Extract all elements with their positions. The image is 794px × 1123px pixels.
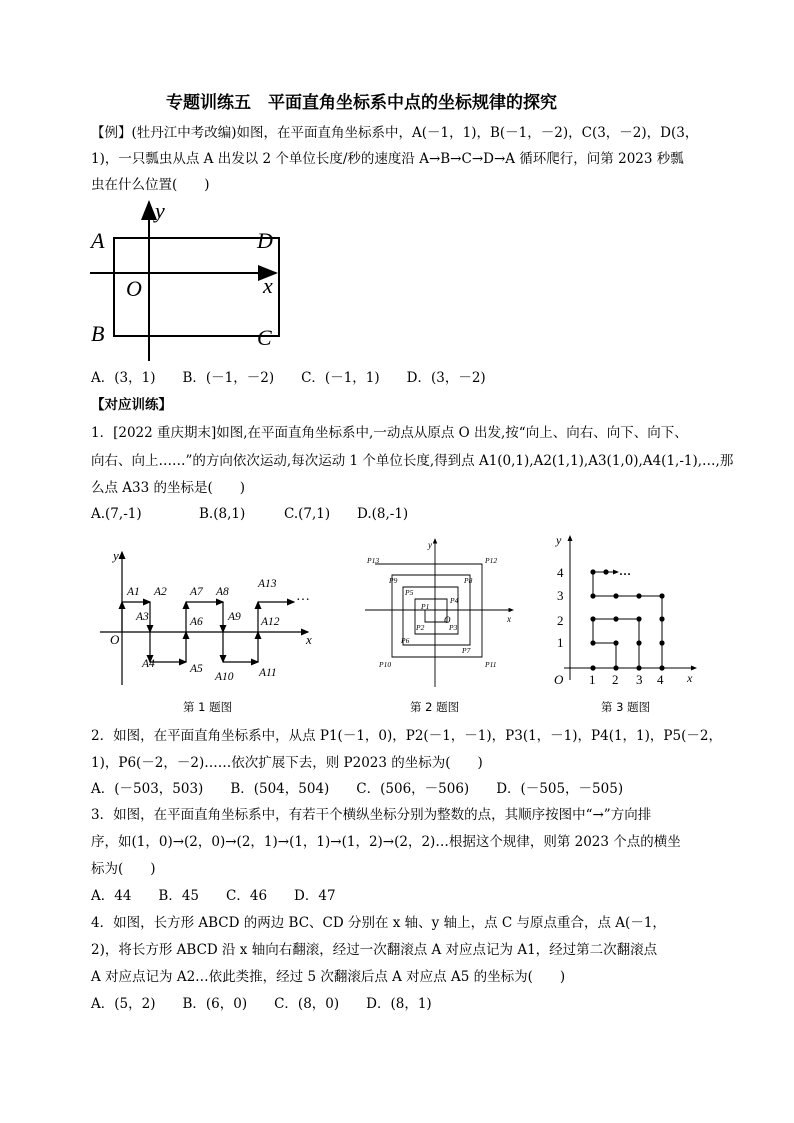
origin-label: O xyxy=(126,276,142,301)
example-figure xyxy=(88,198,288,364)
fig3-y-tick-2: 2 xyxy=(557,613,564,628)
q1-option-c: C.(7,1) xyxy=(284,506,331,522)
fig3-dot xyxy=(613,665,618,670)
q4-line-2: 2)，将长方形 ABCD 沿 x 轴向右翻滚，经过一次翻滚点 A 对应点记为 A1，经过第二次翻滚点 xyxy=(91,942,658,958)
fig2-label-p5: P5 xyxy=(405,588,414,597)
q1-line-1: 1．[2022 重庆期末]如图,在平面直角坐标系中,一动点从原点 O 出发,按“向上、向右、向下、向下、 xyxy=(91,425,688,441)
fig3-dot xyxy=(590,640,595,645)
fig3-dot xyxy=(659,616,664,621)
point-c-label: C xyxy=(257,325,272,350)
q4-options: A．(5，2) B．(6，0) C．(8，0) D．(8，1) xyxy=(91,996,432,1012)
fig1-y-label: y xyxy=(113,548,119,563)
q4-line-3: A 对应点记为 A2…依此类推，经过 5 次翻滚后点 A 对应点 A5 的坐标为( ) xyxy=(91,969,566,985)
point-a-label: A xyxy=(91,228,105,253)
fig2-label-p1: P1 xyxy=(421,602,430,611)
x-axis-label: x xyxy=(263,273,273,298)
fig3-dot xyxy=(590,616,595,621)
fig3-origin: O xyxy=(554,672,564,687)
fig2-label-p9: P9 xyxy=(389,576,398,585)
example-line-1: 【例】(牡丹江中考改编)如图，在平面直角坐标系中，A(－1，1)，B(－1，－2)，C(3，－2)，D(3， xyxy=(91,125,699,141)
fig2-label-p6: P6 xyxy=(401,636,410,645)
fig2-label-p4: P4 xyxy=(450,596,459,605)
fig3-y-tick-3: 3 xyxy=(557,588,564,603)
fig3-dot xyxy=(636,640,641,645)
fig3-dot xyxy=(659,665,664,670)
q2-line-1: 2．如图，在平面直角坐标系中，从点 P1(－1，0)，P2(－1，－1)，P3(1，－1)，P4(1，1)，P5(－2， xyxy=(91,728,722,744)
fig1-label-a1: A1 xyxy=(127,586,140,598)
fig3-ellipsis: … xyxy=(619,564,631,578)
figure-2 xyxy=(365,537,515,687)
q2-options: A．(－503，503) B．(504，504) C．(506，－506) D．(－505，－505) xyxy=(91,781,624,797)
point-b-label: B xyxy=(91,321,105,346)
fig3-dot xyxy=(636,665,641,670)
fig3-dot xyxy=(603,569,608,574)
fig1-x-label: x xyxy=(306,632,312,647)
fig3-dot xyxy=(659,593,664,598)
fig1-label-a8: A8 xyxy=(216,586,229,598)
fig3-y-tick-1: 1 xyxy=(557,635,564,650)
y-axis-label: y xyxy=(155,198,165,223)
fig3-dot xyxy=(659,640,664,645)
fig3-x-tick-3: 3 xyxy=(636,672,643,687)
fig3-dot xyxy=(636,616,641,621)
fig3-dot xyxy=(613,640,618,645)
fig1-label-a10: A10 xyxy=(215,671,234,683)
fig2-label-p3: P3 xyxy=(449,623,458,632)
fig3-dot xyxy=(590,569,595,574)
fig2-origin: O xyxy=(444,615,451,625)
fig1-caption: 第 1 题图 xyxy=(183,700,233,714)
fig1-origin: O xyxy=(110,632,120,647)
q3-line-1: 3．如图，在平面直角坐标系中，有若干个横纵坐标分别为整数的点，其顺序按图中“→”方向排 xyxy=(91,807,652,823)
fig2-label-p13: P13 xyxy=(367,556,380,565)
fig2-caption: 第 2 题图 xyxy=(410,700,460,714)
fig3-dot xyxy=(636,593,641,598)
section-title: 【对应训练】 xyxy=(91,397,172,413)
q3-line-2: 序，如(1，0)→(2，0)→(2，1)→(1，1)→(1，2)→(2，2)…根据这个规律，则第 2023 个点的横坐 xyxy=(91,834,681,850)
q2-line-2: 1)，P6(－2，－2)……依次扩展下去，则 P2023 的坐标为( ) xyxy=(91,755,483,771)
fig1-label-a11: A11 xyxy=(259,667,277,679)
fig1-label-a6: A6 xyxy=(190,616,203,628)
fig1-label-a13: A13 xyxy=(258,578,277,590)
q3-options: A．44 B．45 C．46 D．47 xyxy=(91,888,336,904)
fig3-dot xyxy=(590,593,595,598)
fig3-path xyxy=(593,572,662,668)
page-title: 专题训练五 平面直角坐标系中点的坐标规律的探究 xyxy=(166,93,557,113)
q1-option-b: B.(8,1) xyxy=(199,506,246,522)
fig1-label-a4: A4 xyxy=(142,658,155,670)
fig2-label-p12: P12 xyxy=(485,556,498,565)
fig3-dot xyxy=(613,593,618,598)
fig3-x-tick-2: 2 xyxy=(612,672,619,687)
example-line-2: 1)，一只瓢虫从点 A 出发以 2 个单位长度/秒的速度沿 A→B→C→D→A 循环爬行，问第 2023 秒瓢 xyxy=(91,151,684,167)
fig3-dot xyxy=(613,616,618,621)
figure-1 xyxy=(98,540,320,690)
fig3-dot xyxy=(590,665,595,670)
point-d-label: D xyxy=(257,228,273,253)
example-line-3: 虫在什么位置( ) xyxy=(91,177,210,193)
fig1-label-a3: A3 xyxy=(136,611,149,623)
example-options: A．(3，1) B．(－1，－2) C．(－1，1) D．(3，－2) xyxy=(91,370,486,386)
q1-option-d: D.(8,-1) xyxy=(357,506,409,522)
q3-line-3: 标为( ) xyxy=(91,861,156,877)
fig2-label-p11: P11 xyxy=(485,660,497,669)
fig2-label-p8: P8 xyxy=(464,576,473,585)
fig3-y-tick-4: 4 xyxy=(557,565,564,580)
fig1-label-a2: A2 xyxy=(154,586,167,598)
fig2-label-p2: P2 xyxy=(416,623,425,632)
q1-line-2: 向右、向上……”的方向依次运动,每次运动 1 个单位长度,得到点 A1(0,1),A2(1,1),A3(1,0),A4(1,-1),…,那 xyxy=(91,453,734,469)
fig3-y-label: y xyxy=(556,533,562,547)
fig3-x-tick-1: 1 xyxy=(589,672,596,687)
fig2-y-label: y xyxy=(428,540,432,550)
fig1-label-a9: A9 xyxy=(228,611,241,623)
fig2-x-label: x xyxy=(507,614,511,624)
fig1-label-a12: A12 xyxy=(261,616,280,628)
fig3-caption: 第 3 题图 xyxy=(601,700,651,714)
fig3-x-label: x xyxy=(687,671,693,685)
fig1-label-a5: A5 xyxy=(190,663,203,675)
q4-line-1: 4．如图，长方形 ABCD 的两边 BC、CD 分别在 x 轴、y 轴上，点 C 与原点重合，点 A(－1， xyxy=(91,915,666,931)
fig1-label-a7: A7 xyxy=(190,586,203,598)
q1-option-a: A.(7,-1) xyxy=(91,506,142,522)
fig2-label-p10: P10 xyxy=(379,660,392,669)
figure-3 xyxy=(550,532,700,692)
fig3-x-tick-4: 4 xyxy=(657,672,664,687)
fig1-ellipsis: … xyxy=(296,589,310,604)
q1-line-3: 么点 A33 的坐标是( ) xyxy=(91,480,246,496)
fig2-label-p7: P7 xyxy=(462,646,471,655)
